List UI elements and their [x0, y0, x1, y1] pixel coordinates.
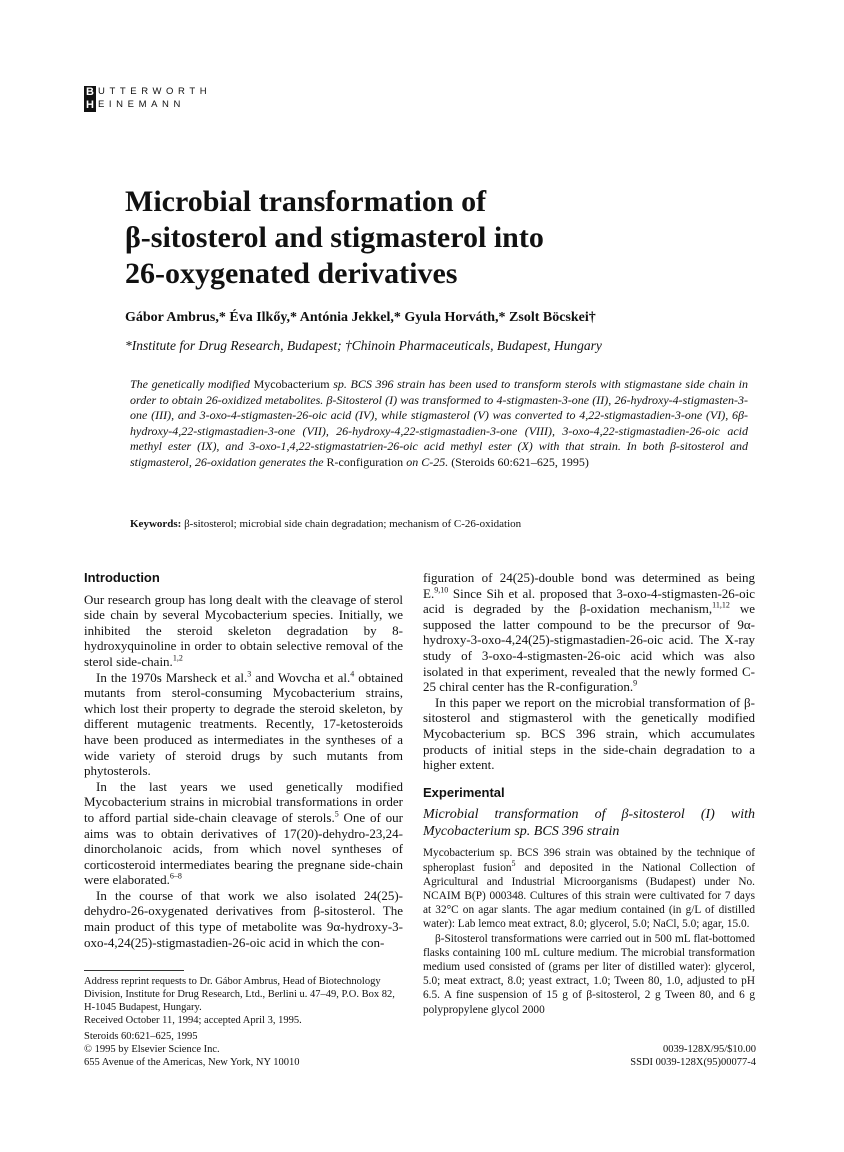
footnote-address: Address reprint requests to Dr. Gábor Ambrus, Head of Biotechnology Division, Institute for Drug Research, Ltd., Berlini u. 47–49, P.O. Box 82, H-1045 Budapest, Hungary.: [84, 976, 395, 1013]
footnote: [84, 975, 404, 1027]
right-column: [423, 570, 755, 1017]
logo-initial-top: B: [86, 86, 94, 98]
abstract-text: sp. BCS 396 strain has been used to transform sterols with stigmastane side chain in order to obtain 26-oxidized metabolites. β-Sitosterol (I) was transformed to 4-stigmasten-3-one (II), 26-hydroxy-4-stigmasten-3-one (III), and 3-oxo-4-stigmasten-26-oic acid (IV), while stigmasterol (V) was converted to 4,22-stigmastadien-3-one (VI), 6β-hydroxy-4,22-stigmastadien-3-one (VII), 26-hydroxy-4,22-stigmastadien-3-one (VIII), 3-oxo-4,22-stigmastadien-26-oic acid methyl ester (IX), and 3-oxo-1,4,22-stigmastatrien-26-oic acid methyl ester (X) with that strain. In both β-sitosterol and stigmasterol, 26-oxidation generates the: [130, 377, 749, 469]
paragraph: In the last years we used genetically modified Mycobacterium strains in microbial transformations in order to afford partial side-chain cleavage of sterols.$^5$ One of our aims was to obtain derivatives of 17(20)-dehydro-23,24-dinorcholanoic acids, from which novel syntheses of corticosteroid intermediates bearing the pregnane side-chain were elaborated.$^{6-8}$: [84, 778, 403, 888]
experimental-subheading: Microbial transformation of β-sitosterol (I) with Mycobacterium sp. BCS 396 strain: [423, 807, 755, 840]
introduction-heading: Introduction: [84, 570, 160, 585]
author-list: Gábor Ambrus,* Éva Ilkőy,* Antónia Jekkel,* Gyula Horváth,* Zsolt Böcskei†: [125, 310, 596, 325]
copyright: © 1995 by Elsevier Science Inc.: [84, 1044, 220, 1055]
article-title: [125, 184, 685, 292]
abstract-configuration: R-configuration: [326, 454, 404, 469]
abstract-text: on C-25.: [406, 454, 449, 469]
paragraph: β-Sitosterol transformations were carried out in 500 mL flat-bottomed flasks containing 100 mL culture medium. The microbial transformation medium used consisted of (grams per liter of distilled water): glycerol, 5.0; meat extract, 8.0; yeast extract, 1.0; Tween 80, 1.0, adjusted to pH 6.5. A fine suspension of 15 g of β-sitosterol, 2 g Tween 80, and 6 g polypropylene glycol 2000: [423, 932, 755, 1016]
paragraph: Our research group has long dealt with the cleavage of sterol side chain by several Mycobacterium species. Initially, we inhibited the steroid skeleton degradation by 8-hydroxyquinoline in order to obtain selective removal of the sterol side-chain.$^{1,2}$: [84, 591, 403, 669]
title-line: Microbial transformation of: [125, 185, 487, 218]
abstract-citation: (Steroids 60:621–625, 1995): [451, 454, 589, 469]
paragraph: figuration of 24(25)-double bond was determined as being E.$^{9,10}$ Since Sih et al. proposed that 3-oxo-4-stigmasten-26-oic acid is degraded by the β-oxidation mechanism,$^{11,12}$ we supposed the latter compound to be the precursor of 9α-hydroxy-3-oxo-4,24(25)-stigmastadien-26-oic acid. The X-ray study of 3-oxo-4-stigmasten-26-oic acid which was also isolated in that experiment, revealed that the newly formed C-25 chiral center has the R-configuration.$^9$: [423, 570, 755, 695]
keywords-label: Keywords:: [130, 518, 182, 530]
experimental-heading: Experimental: [423, 784, 505, 800]
paragraph: In the course of that work we also isolated 24(25)-dehydro-26-oxygenated derivatives from β-sitosterol. The main product of this type of metabolite was 9α-hydroxy-3-oxo-4,24(25)-stigmastadien-26-oic acid in which the con-: [84, 887, 403, 950]
ssdi: SSDI 0039-128X(95)00077-4: [630, 1057, 756, 1068]
paragraph: In this paper we report on the microbial transformation of β-sitosterol and stigmasterol with the genetically modified Mycobacterium sp. BCS 396 strain, which accumulates products of initial steps in the side-chain degradation to a higher extent.: [423, 694, 755, 773]
footnote-rule: [84, 970, 184, 971]
logo-mark: [84, 86, 96, 112]
title-line: β-sitosterol and stigmasterol into: [125, 221, 544, 254]
keywords-text: β-sitosterol; microbial side chain degradation; mechanism of C-26-oxidation: [184, 518, 522, 530]
article-identifiers: [560, 1043, 756, 1069]
left-column: [84, 570, 403, 950]
publisher-logo: [84, 86, 244, 116]
title-line: 26-oxygenated derivatives: [125, 257, 458, 290]
publisher-address: 655 Avenue of the Americas, New York, NY 10010: [84, 1057, 300, 1068]
abstract-organism: Mycobacterium: [253, 377, 330, 391]
publication-info: [84, 1030, 404, 1069]
logo-initial-bottom: H: [86, 99, 94, 111]
paragraph: Mycobacterium sp. BCS 396 strain was obtained by the technique of spheroplast fusion$^5$ and deposited in the National Collection of Agricultural and Industrial Microorganisms (Budapest) under No. NCAIM B(P) 000348. Cultures of this strain were cultivated for 7 days at 32°C on agar slants. The agar medium contained (in g/L of distilled water): Lab lemco meat extract, 8.0; glycerol, 5.0; NaCl, 5.0; agar, 15.0.: [423, 847, 755, 931]
abstract: [130, 377, 748, 470]
issn-price: 0039-128X/95/$10.00: [662, 1044, 756, 1055]
affiliation: *Institute for Drug Research, Budapest; †Chinoin Pharmaceuticals, Budapest, Hungary: [125, 338, 602, 353]
journal-citation: Steroids 60:621–625, 1995: [84, 1031, 198, 1042]
footnote-received: Received October 11, 1994; accepted April 3, 1995.: [84, 1015, 302, 1026]
keywords: [130, 518, 750, 530]
paragraph: In the 1970s Marsheck et al.$^3$ and Wovcha et al.$^4$ obtained mutants from sterol-consuming Mycobacterium strains, which lost their property to degrade the steroid skeleton, by different mutagenic treatments. Recently, 17-ketosteroids have been produced as intermediates in the syntheses of a wide variety of steroid drugs by such mutants from phytosterols.: [84, 669, 404, 779]
abstract-text: The genetically modified: [130, 377, 250, 391]
logo-text-top: UTTERWORTH: [98, 86, 212, 97]
logo-text-bottom: EINEMANN: [98, 99, 185, 110]
